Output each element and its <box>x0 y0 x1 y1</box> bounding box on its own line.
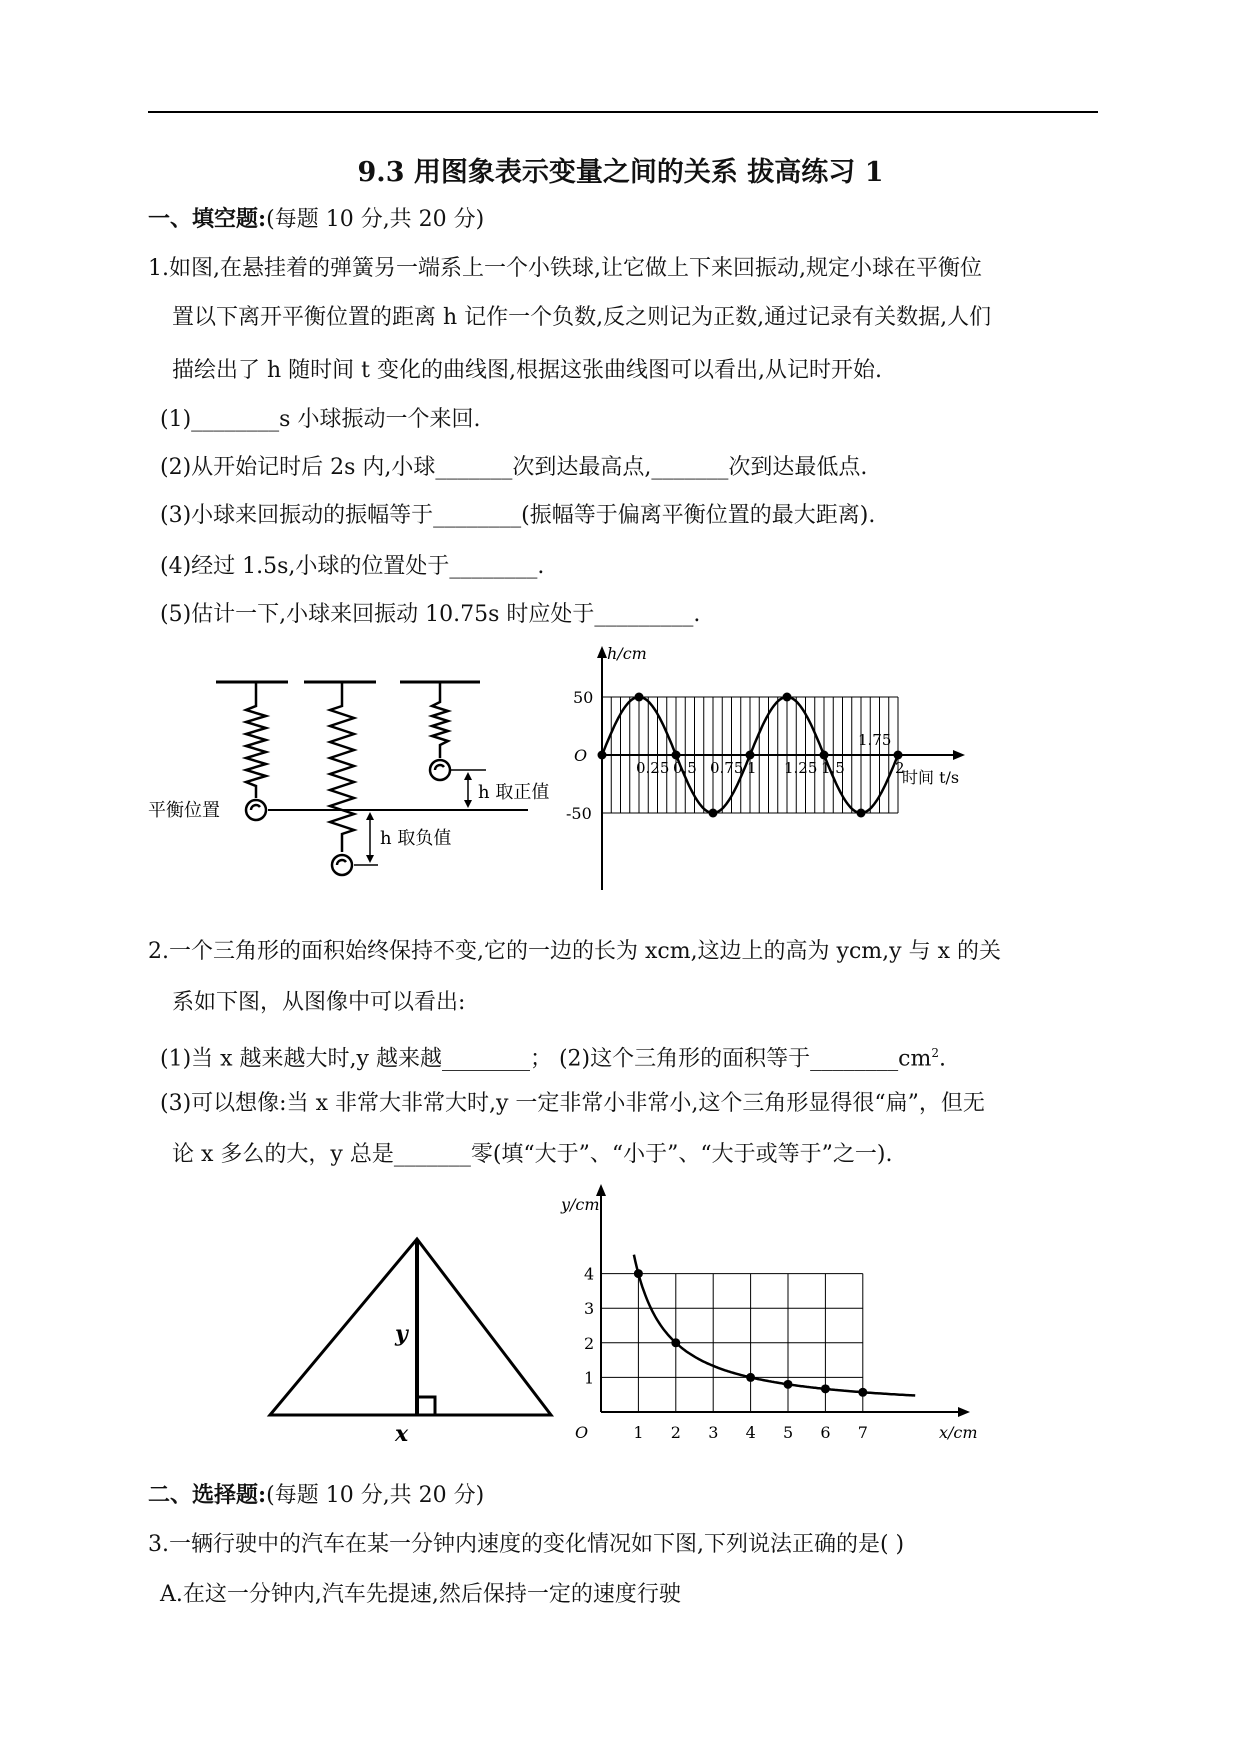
q3-line-1: 3.一辆行驶中的汽车在某一分钟内速度的变化情况如下图,下列说法正确的是( ) <box>148 1532 905 1557</box>
section-2-heading <box>148 1480 484 1511</box>
triangle-label-x: x <box>395 1421 409 1447</box>
y-tick-label: -50 <box>566 804 592 823</box>
data-point <box>672 751 681 760</box>
x-tick-label: 0.25 <box>636 759 670 777</box>
x-axis-arrow <box>958 1407 970 1417</box>
data-point <box>784 1380 793 1389</box>
y-tick-label: 1 <box>584 1368 595 1388</box>
section-1-title: 一、填空题: <box>148 206 267 232</box>
data-point <box>820 751 829 760</box>
data-point <box>598 751 607 760</box>
q1-part-1: (1)________s 小球振动一个来回. <box>160 407 481 432</box>
data-point <box>894 751 903 760</box>
q1-part-5: (5)估计一下,小球来回振动 10.75s 时应处于_________. <box>160 602 701 627</box>
x-tick-label: 1.25 <box>784 759 818 777</box>
q2-part-1-2 <box>160 1038 946 1074</box>
section-1-heading <box>148 204 484 235</box>
x-axis-label: 时间 t/s <box>902 768 960 787</box>
x-tick-label: 1.75 <box>858 731 892 749</box>
positive-arrowhead-down <box>464 800 472 808</box>
y-tick-label: 3 <box>584 1299 595 1319</box>
positive-arrowhead-up <box>464 772 472 780</box>
q2-line-2: 系如下图，从图像中可以看出: <box>172 990 466 1015</box>
q1-part-4: (4)经过 1.5s,小球的位置处于________. <box>160 554 545 579</box>
spring-2 <box>330 682 354 875</box>
page-title: 9.3 用图象表示变量之间的关系 拔高练习 1 <box>357 157 884 188</box>
x-tick-label: 4 <box>745 1423 756 1442</box>
balance-label: 平衡位置 <box>148 800 220 821</box>
section-2-title: 二、选择题: <box>148 1482 267 1508</box>
data-point <box>635 693 644 702</box>
origin-label: O <box>574 746 588 765</box>
negative-arrowhead-up <box>366 812 374 820</box>
y-tick-label: 4 <box>584 1264 595 1284</box>
spring-1 <box>246 682 266 820</box>
q2-unit-superscript: 2 <box>931 1046 939 1060</box>
y-axis-label: h/cm <box>607 644 647 663</box>
q1-line-1: 1.如图,在悬挂着的弹簧另一端系上一个小铁球,让它做上下来回振动,规定小球在平衡位 <box>148 256 982 281</box>
y-axis-arrow <box>597 646 607 658</box>
section-2-note: (每题 10 分,共 20 分) <box>266 1483 485 1508</box>
spring-3 <box>430 682 450 780</box>
y-axis-label: y/cm <box>561 1195 600 1214</box>
negative-label: h 取负值 <box>380 828 452 849</box>
top-rule <box>148 111 1098 113</box>
data-point <box>857 809 866 818</box>
q1-line-3: 描绘出了 h 随时间 t 变化的曲线图,根据这张曲线图可以看出,从记时开始. <box>172 358 882 383</box>
x-tick-label: 1 <box>747 759 757 777</box>
data-point <box>671 1338 680 1347</box>
x-axis-arrow <box>953 750 965 760</box>
data-point <box>858 1388 867 1397</box>
q2-part-3-line-2: 论 x 多么的大，y 总是_______零(填“大于”、“小于”、“大于或等于”之一). <box>172 1142 893 1167</box>
section-1-note: (每题 10 分,共 20 分) <box>266 207 485 232</box>
x-tick-label: 6 <box>820 1423 831 1442</box>
q1-line-2: 置以下离开平衡位置的距离 h 记作一个负数,反之则记为正数,通过记录有关数据,人们 <box>172 305 992 330</box>
q1-part-3: (3)小球来回振动的振幅等于________(振幅等于偏离平衡位置的最大距离). <box>160 503 876 528</box>
h-time-chart <box>565 640 985 900</box>
triangle-label-y: y <box>395 1321 408 1347</box>
x-tick-label: 0.75 <box>710 759 744 777</box>
data-point <box>634 1269 643 1278</box>
y-tick-label: 50 <box>573 688 594 707</box>
spring-diagram <box>148 660 563 890</box>
q2-part-1-end: . <box>938 1046 946 1072</box>
origin-label: O <box>575 1423 589 1442</box>
x-tick-label: 2 <box>895 759 905 777</box>
q2-line-1: 2.一个三角形的面积始终保持不变,它的一边的长为 xcm,这边上的高为 ycm,y 与 x 的关 <box>148 939 1001 964</box>
y-x-chart <box>561 1180 1005 1450</box>
x-tick-label: 5 <box>783 1423 794 1442</box>
triangle-diagram <box>255 1225 565 1445</box>
data-point <box>783 693 792 702</box>
x-axis-label: x/cm <box>939 1423 978 1442</box>
positive-label: h 取正值 <box>478 782 550 803</box>
q3-option-a: A.在这一分钟内,汽车先提速,然后保持一定的速度行驶 <box>160 1582 681 1607</box>
x-tick-label: 2 <box>670 1423 681 1442</box>
x-tick-label: 1 <box>633 1423 644 1442</box>
q2-part-1-text: (1)当 x 越来越大时,y 越来越________； (2)这个三角形的面积等于________cm <box>160 1046 932 1072</box>
x-tick-label: 0.5 <box>673 759 697 777</box>
data-point <box>746 1373 755 1382</box>
negative-arrowhead-down <box>366 855 374 863</box>
right-angle-mark <box>417 1397 435 1415</box>
triangle-shape <box>270 1239 551 1415</box>
y-tick-label: 2 <box>584 1333 595 1353</box>
data-point <box>709 809 718 818</box>
q2-part-3-line-1: (3)可以想像:当 x 非常大非常大时,y 一定非常小非常小,这个三角形显得很“扁”，但无 <box>160 1091 985 1116</box>
x-tick-label: 7 <box>857 1423 868 1442</box>
data-point <box>821 1384 830 1393</box>
x-tick-label: 3 <box>708 1423 719 1442</box>
x-tick-label: 1.5 <box>821 759 845 777</box>
data-point <box>746 751 755 760</box>
q1-part-2: (2)从开始记时后 2s 内,小球_______次到达最高点,_______次到达最低点. <box>160 455 868 480</box>
